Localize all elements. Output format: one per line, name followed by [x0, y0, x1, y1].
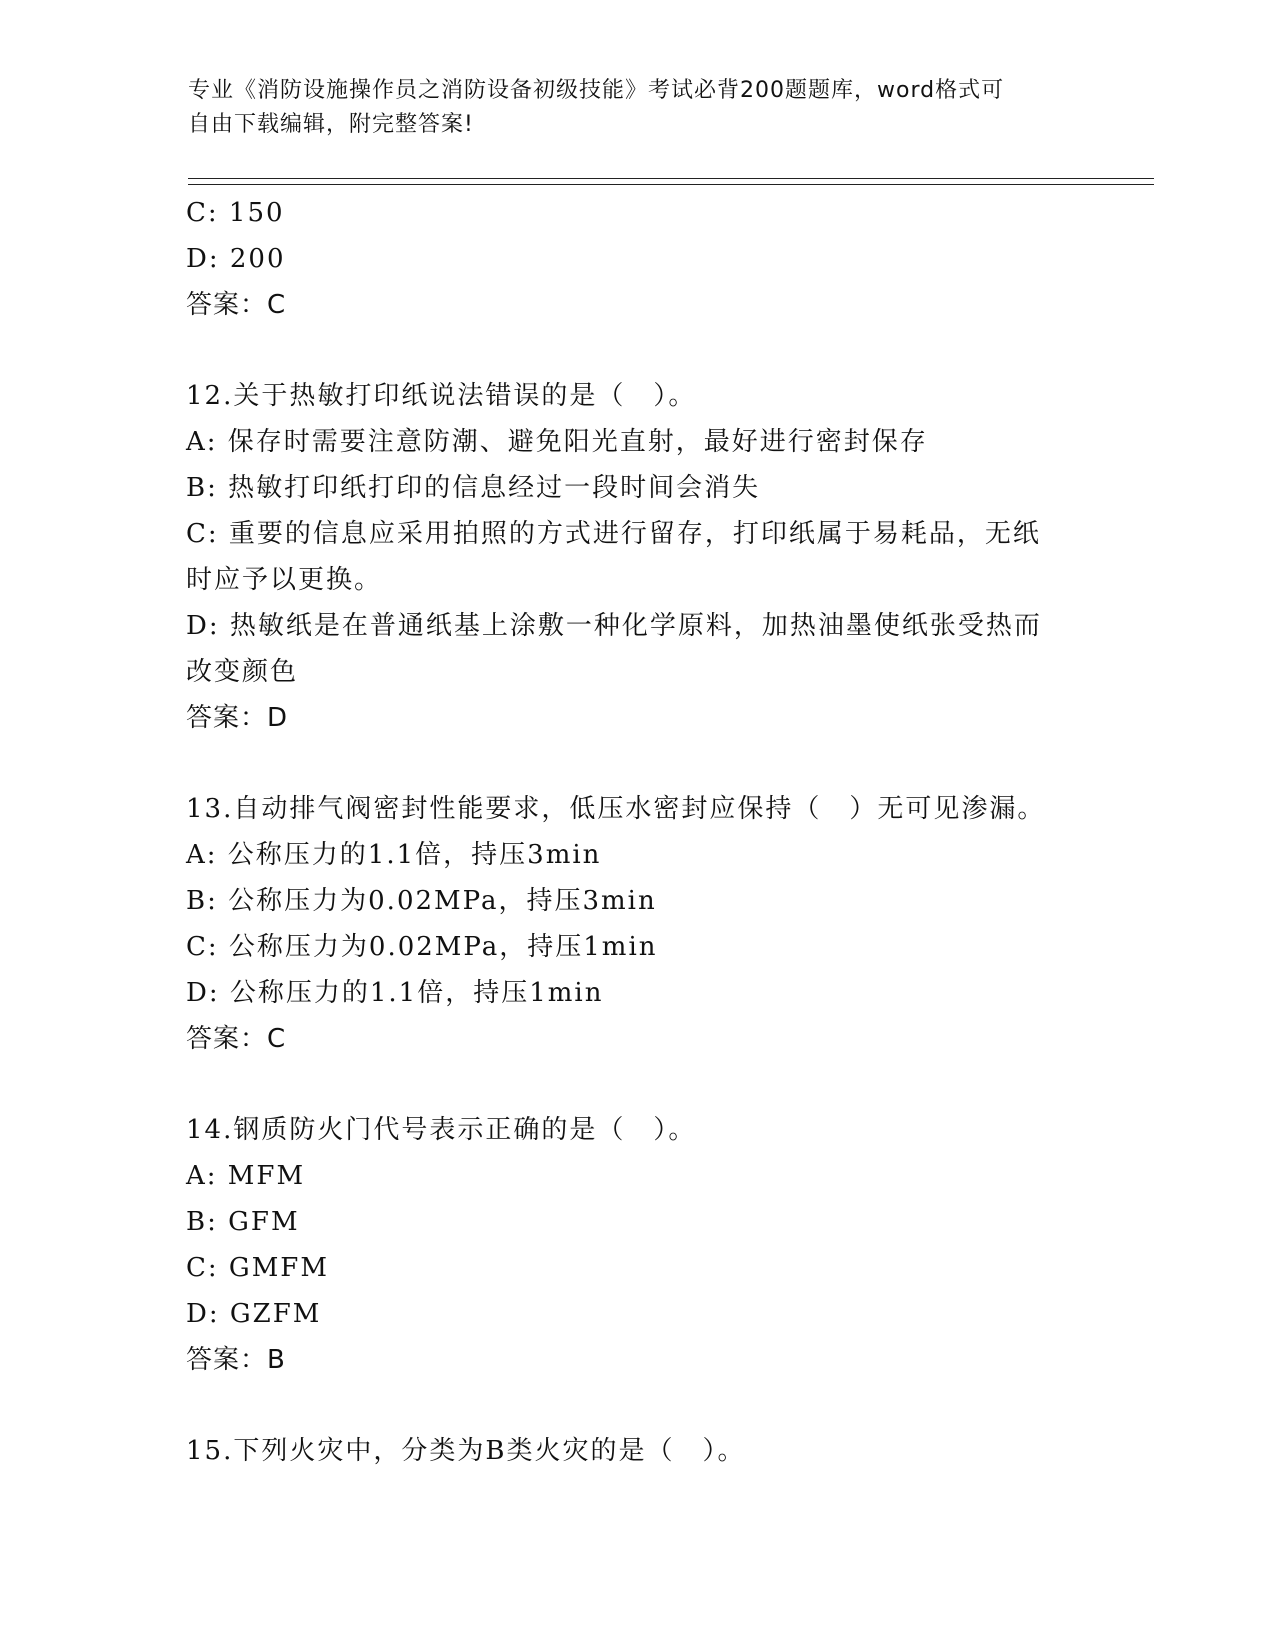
- option-d-line-1: D: 热敏纸是在普通纸基上涂敷一种化学原料，加热油墨使纸张受热而: [186, 611, 1042, 641]
- question-text: 15.下列火灾中，分类为B类火灾的是（ ）。: [186, 1436, 746, 1466]
- option-a: A: 保存时需要注意防潮、避免阳光直射，最好进行密封保存: [186, 427, 928, 457]
- option-c: C: GMFM: [186, 1253, 329, 1283]
- header-line-1: 专业《消防设施操作员之消防设备初级技能》考试必背200题题库，word格式可: [188, 78, 1005, 103]
- question-13: [186, 786, 1086, 1062]
- option-b: B: 热敏打印纸打印的信息经过一段时间会消失: [186, 473, 761, 503]
- spacer: [186, 328, 1086, 373]
- question-14: [186, 1107, 1086, 1383]
- option-b: B: 公称压力为0.02MPa，持压3min: [186, 886, 657, 916]
- header-line-2: 自由下载编辑，附完整答案!: [188, 112, 474, 137]
- question-12: [186, 373, 1086, 741]
- option-d: D: 200: [186, 244, 286, 274]
- answer-text: 答案：B: [186, 1345, 286, 1375]
- option-c: C: 150: [186, 198, 285, 228]
- spacer: [186, 1062, 1086, 1107]
- option-c: C: 公称压力为0.02MPa，持压1min: [186, 932, 658, 962]
- previous-question-tail: [186, 190, 1086, 328]
- option-c-line-2: 时应予以更换。: [186, 565, 383, 595]
- option-d-line-2: 改变颜色: [186, 657, 299, 687]
- option-a: A: MFM: [186, 1161, 306, 1191]
- option-d: D: GZFM: [186, 1299, 322, 1329]
- answer-text: 答案：C: [186, 1024, 287, 1054]
- option-b: B: GFM: [186, 1207, 300, 1237]
- question-text: 13.自动排气阀密封性能要求，低压水密封应保持（ ）无可见渗漏。: [186, 794, 1046, 824]
- question-text: 14.钢质防火门代号表示正确的是（ ）。: [186, 1115, 697, 1145]
- question-body: [186, 190, 1086, 1474]
- option-a: A: 公称压力的1.1倍，持压3min: [186, 840, 602, 870]
- spacer: [186, 1383, 1086, 1428]
- header-divider: [188, 178, 1154, 185]
- option-d: D: 公称压力的1.1倍，持压1min: [186, 978, 604, 1008]
- question-text: 12.关于热敏打印纸说法错误的是（ ）。: [186, 381, 697, 411]
- spacer: [186, 741, 1086, 786]
- answer-text: 答案：D: [186, 703, 289, 733]
- option-c-line-1: C: 重要的信息应采用拍照的方式进行留存，打印纸属于易耗品，无纸: [186, 519, 1041, 549]
- answer-text: 答案：C: [186, 290, 287, 320]
- question-15: [186, 1428, 1086, 1474]
- document-header: [188, 74, 1068, 142]
